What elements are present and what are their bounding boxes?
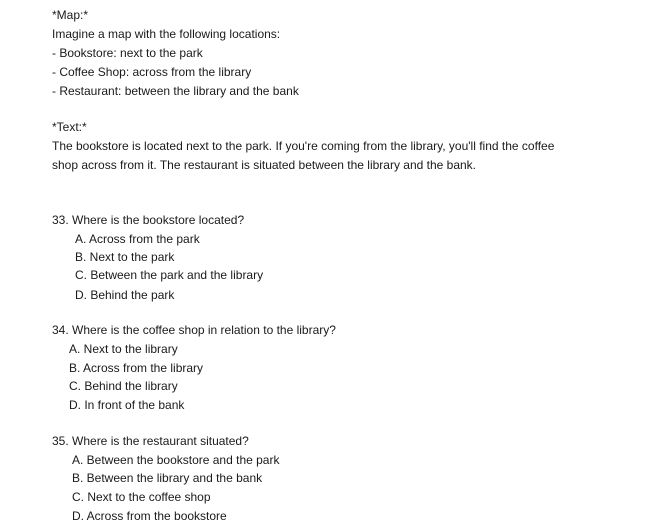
map-location-coffee-shop: - Coffee Shop: across from the library — [52, 65, 252, 79]
map-intro: Imagine a map with the following locations: — [52, 27, 281, 41]
question-33-option-c: C. Between the park and the library — [75, 268, 264, 282]
text-paragraph-line-2: shop across from it. The restaurant is situated between the library and the bank. — [52, 158, 477, 172]
question-35: 35. Where is the restaurant situated? — [52, 434, 249, 448]
question-34-option-c: C. Behind the library — [69, 379, 178, 393]
question-33-option-b: B. Next to the park — [75, 250, 175, 264]
text-paragraph-line-1: The bookstore is located next to the park. If you're coming from the library, you'll find the coffee — [52, 139, 555, 153]
question-34-option-d: D. In front of the bank — [69, 398, 185, 412]
map-heading: *Map:* — [52, 8, 89, 22]
question-35-option-a: A. Between the bookstore and the park — [72, 453, 280, 467]
question-33-option-d: D. Behind the park — [75, 288, 175, 302]
question-34: 34. Where is the coffee shop in relation to the library? — [52, 323, 336, 337]
question-33-option-a: A. Across from the park — [75, 232, 200, 246]
map-location-restaurant: - Restaurant: between the library and the bank — [52, 84, 299, 98]
question-34-option-b: B. Across from the library — [69, 361, 204, 375]
question-33: 33. Where is the bookstore located? — [52, 213, 245, 227]
map-location-bookstore: - Bookstore: next to the park — [52, 46, 203, 60]
question-34-option-a: A. Next to the library — [69, 342, 178, 356]
question-35-option-d: D. Across from the bookstore — [72, 509, 227, 523]
text-heading: *Text:* — [52, 120, 87, 134]
question-35-option-b: B. Between the library and the bank — [72, 471, 263, 485]
question-35-option-c: C. Next to the coffee shop — [72, 490, 211, 504]
